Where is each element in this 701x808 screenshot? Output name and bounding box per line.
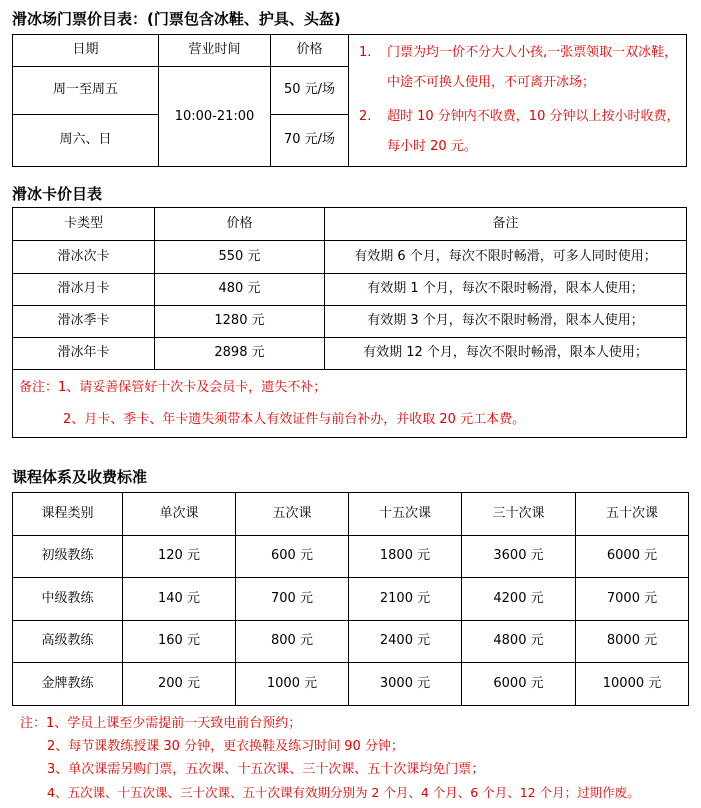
table-row — [13, 338, 687, 370]
course-price-cell: 200 元 — [123, 663, 236, 706]
course-price-cell: 3600 元 — [462, 536, 576, 578]
course-note-line-4: 4、五次课、十五次课、三十次课、五十次课有效期分别为 2 个月、4 个月、6 个月、12 个月；过期作废。 — [47, 785, 640, 800]
card-notes — [13, 370, 687, 438]
header-price: 价格 — [271, 35, 349, 67]
table-header-row — [13, 208, 687, 241]
table-header-row — [13, 493, 689, 536]
note-text: 超时 10 分钟内不收费，10 分钟以上按小时收费，每小时 20 元。 — [387, 109, 680, 154]
header-card-type: 卡类型 — [13, 208, 155, 241]
note-number: 1. — [359, 45, 372, 60]
card-note-cell: 有效期 6 个月，每次不限时畅滑，可多人同时使用； — [325, 241, 687, 274]
course-name-cell: 高级教练 — [13, 621, 123, 663]
header-price: 价格 — [155, 208, 325, 241]
course-price-cell: 2100 元 — [349, 578, 462, 621]
course-name-cell: 金牌教练 — [13, 663, 123, 706]
header-thirty: 三十次课 — [462, 493, 576, 536]
course-price-cell: 3000 元 — [349, 663, 462, 706]
table-row — [13, 241, 687, 274]
card-type-cell: 滑冰月卡 — [13, 274, 155, 306]
course-price-table — [12, 492, 689, 706]
card-note-cell: 有效期 12 个月，每次不限时畅滑，限本人使用； — [325, 338, 687, 370]
course-price-cell: 7000 元 — [576, 578, 689, 621]
table-header-row — [13, 35, 687, 67]
hours-cell: 10:00-21:00 — [159, 67, 271, 167]
table-row — [13, 306, 687, 338]
table-row — [13, 663, 689, 706]
card-note-cell: 有效期 3 个月，每次不限时畅滑，限本人使用； — [325, 306, 687, 338]
header-single: 单次课 — [123, 493, 236, 536]
course-table-title: 课程体系及收费标准 — [12, 468, 148, 486]
ticket-table-title: 滑冰场门票价目表：(门票包含冰鞋、护具、头盔) — [12, 10, 341, 28]
course-price-cell: 120 元 — [123, 536, 236, 578]
ticket-notes — [349, 35, 687, 167]
header-fifty: 五十次课 — [576, 493, 689, 536]
card-type-cell: 滑冰季卡 — [13, 306, 155, 338]
card-price-cell: 1280 元 — [155, 306, 325, 338]
price-cell: 50 元/场 — [271, 67, 349, 115]
card-price-cell: 2898 元 — [155, 338, 325, 370]
course-price-cell: 6000 元 — [462, 663, 576, 706]
course-price-cell: 10000 元 — [576, 663, 689, 706]
table-row — [13, 274, 687, 306]
course-price-cell: 8000 元 — [576, 621, 689, 663]
course-price-cell: 4200 元 — [462, 578, 576, 621]
header-date: 日期 — [13, 35, 159, 67]
price-cell: 70 元/场 — [271, 115, 349, 167]
course-note-line-3: 3、单次课需另购门票，五次课、十五次课、三十次课、五十次课均免门票； — [47, 762, 485, 777]
course-price-cell: 600 元 — [236, 536, 349, 578]
header-course-category: 课程类别 — [13, 493, 123, 536]
course-price-cell: 1000 元 — [236, 663, 349, 706]
card-price-cell: 550 元 — [155, 241, 325, 274]
course-note-line-2: 2、每节课教练授课 30 分钟，更衣换鞋及练习时间 90 分钟； — [47, 739, 404, 754]
card-notes-row — [13, 370, 687, 438]
course-price-cell: 6000 元 — [576, 536, 689, 578]
day-cell: 周一至周五 — [13, 67, 159, 115]
ticket-note-1 — [353, 38, 682, 98]
card-type-cell: 滑冰年卡 — [13, 338, 155, 370]
header-remark: 备注 — [325, 208, 687, 241]
header-five: 五次课 — [236, 493, 349, 536]
course-price-cell: 700 元 — [236, 578, 349, 621]
course-price-cell: 140 元 — [123, 578, 236, 621]
course-price-cell: 800 元 — [236, 621, 349, 663]
course-price-cell: 1800 元 — [349, 536, 462, 578]
header-hours: 营业时间 — [159, 35, 271, 67]
note-text: 门票为均一价不分大人小孩,一张票领取一双冰鞋，中途不可换人使用，不可离开冰场； — [387, 45, 678, 90]
course-price-cell: 4800 元 — [462, 621, 576, 663]
note-number: 2. — [359, 109, 372, 124]
course-notes — [20, 712, 700, 804]
course-note-line-1: 注：1、学员上课至少需提前一天致电前台预约； — [20, 716, 302, 731]
header-fifteen: 十五次课 — [349, 493, 462, 536]
course-price-cell: 2400 元 — [349, 621, 462, 663]
table-row — [13, 536, 689, 578]
table-row — [13, 621, 689, 663]
ticket-price-table — [12, 34, 687, 167]
course-price-cell: 160 元 — [123, 621, 236, 663]
card-price-table — [12, 207, 687, 438]
card-price-cell: 480 元 — [155, 274, 325, 306]
card-table-title: 滑冰卡价目表 — [12, 185, 103, 203]
course-name-cell: 中级教练 — [13, 578, 123, 621]
ticket-note-2 — [353, 102, 682, 162]
card-note-cell: 有效期 1 个月，每次不限时畅滑，限本人使用； — [325, 274, 687, 306]
table-row — [13, 578, 689, 621]
card-type-cell: 滑冰次卡 — [13, 241, 155, 274]
card-note-line-2: 2、月卡、季卡、年卡遗失须带本人有效证件与前台补办，并收取 20 元工本费。 — [63, 411, 526, 427]
course-name-cell: 初级教练 — [13, 536, 123, 578]
day-cell: 周六、日 — [13, 115, 159, 167]
card-note-line-1: 备注：1、请妥善保管好十次卡及会员卡，遗失不补； — [19, 379, 327, 395]
